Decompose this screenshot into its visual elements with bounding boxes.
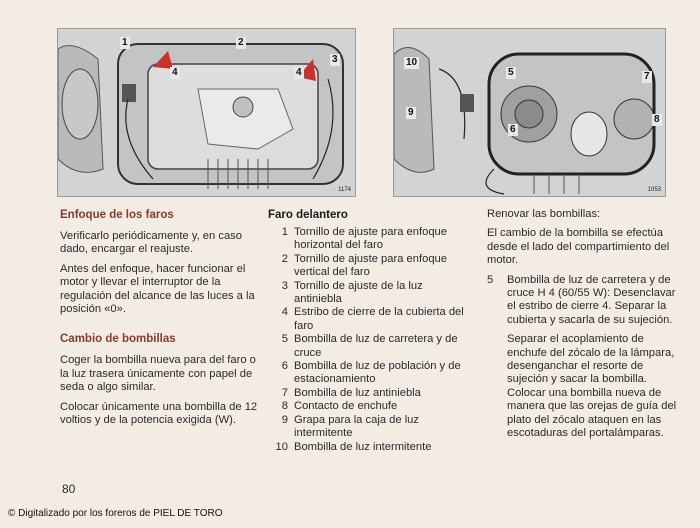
item-text: Tornillo de ajuste para enfoque vertical del faro [294, 252, 448, 279]
item-number: 5 [281, 333, 288, 346]
list-item [268, 400, 468, 413]
item-text: Tornillo de ajuste para enfoque horizontal del faro [294, 226, 448, 252]
item-number: 6 [281, 360, 288, 373]
paragraph: Renovar las bombillas: [487, 208, 601, 220]
item-number: 4 [281, 306, 288, 319]
bulb-location-figure [393, 28, 666, 197]
list-item [268, 306, 468, 333]
item-text: Grapa para la caja de luz intermitente [294, 413, 420, 440]
item-text: Estribo de cierre de la cubierta del faro [294, 306, 464, 332]
list-item [268, 414, 468, 441]
item-number: 3 [281, 279, 288, 292]
parts-list [268, 226, 468, 454]
section-heading-enfoque: Enfoque de los faros [60, 209, 174, 221]
list-item [487, 274, 677, 328]
callout-2: 2 [238, 37, 244, 48]
item-text: Tornillo de ajuste de la luz antiniebla [294, 279, 423, 306]
callout-3: 3 [332, 54, 338, 65]
headlight-diagram [58, 29, 355, 196]
item-number: 1 [281, 226, 288, 238]
list-heading: Faro delantero [268, 209, 348, 221]
item-text: Bombilla de luz antiniebla [294, 386, 421, 399]
item-number: 2 [281, 252, 288, 265]
callout-5: 5 [508, 67, 514, 78]
callout-4: 4 [296, 67, 302, 78]
callout-7: 7 [644, 71, 650, 82]
item-number: 5 [487, 273, 494, 286]
paragraph: Antes del enfoque, hacer funcionar el motor y llevar el interruptor de la regulación del alcance de las luces a la posición «0». [60, 262, 255, 316]
paragraph: El cambio de la bombilla se efectúa desde el lado del compartimiento del motor. [487, 227, 670, 267]
callout-10: 10 [406, 57, 418, 68]
page-number: 80 [62, 482, 76, 496]
headlight-adjustment-figure [57, 28, 356, 197]
list-item [268, 360, 468, 387]
item-text: Bombilla de luz de carretera y de cruce [294, 333, 458, 359]
bulb-diagram [394, 29, 665, 196]
figure-number: 1053 [647, 187, 661, 193]
callout-4: 4 [172, 67, 178, 78]
figure-number: 1174 [338, 187, 351, 193]
list-item [268, 333, 468, 360]
item-number: 9 [281, 413, 288, 426]
credit-line: © Digitalizado por los foreros de PIEL DE TORO [8, 508, 223, 519]
column-middle [268, 208, 468, 454]
section-heading-cambio: Cambio de bombillas [60, 333, 176, 346]
item-number: 10 [275, 440, 288, 453]
paragraph: Separar el acoplamiento de enchufe del zócalo de la lámpara, desenganchar el resorte de sujeción y sacar la bombilla. Colocar una bombilla nueva de manera que las orejas de guía del plato del zócalo ataquen en las escotaduras del portalámparas. [507, 333, 677, 440]
callout-6: 6 [510, 124, 516, 135]
list-item [268, 226, 468, 253]
column-left [60, 208, 260, 427]
list-item [268, 253, 468, 280]
list-item [268, 280, 468, 307]
column-right [487, 208, 677, 441]
paragraph: Colocar únicamente una bombilla de 12 voltios y de la potencia exigida (W). [60, 400, 258, 427]
paragraph: Verificarlo periódicamente y, en caso dado, encargar el reajuste. [60, 230, 242, 256]
callout-1: 1 [122, 37, 128, 48]
item-text: Contacto de enchufe [294, 400, 398, 413]
item-text: Bombilla de luz intermitente [294, 440, 432, 453]
item-text: Bombilla de luz de población y de estacionamiento [294, 360, 461, 386]
callout-8: 8 [654, 114, 660, 125]
callout-9: 9 [408, 107, 414, 118]
paragraph: Coger la bombilla nueva para del faro o la luz trasera únicamente con papel de seda o algo similar. [60, 354, 256, 394]
item-number: 7 [281, 386, 288, 399]
item-text: Bombilla de luz de carretera y de cruce H 4 (60/55 W): Desenclavar el estribo de cierre 4. Separar la cubierta y sacarla de su sujeción. [507, 273, 676, 326]
item-number: 8 [281, 400, 288, 413]
list-item [268, 441, 468, 454]
list-item [268, 387, 468, 400]
